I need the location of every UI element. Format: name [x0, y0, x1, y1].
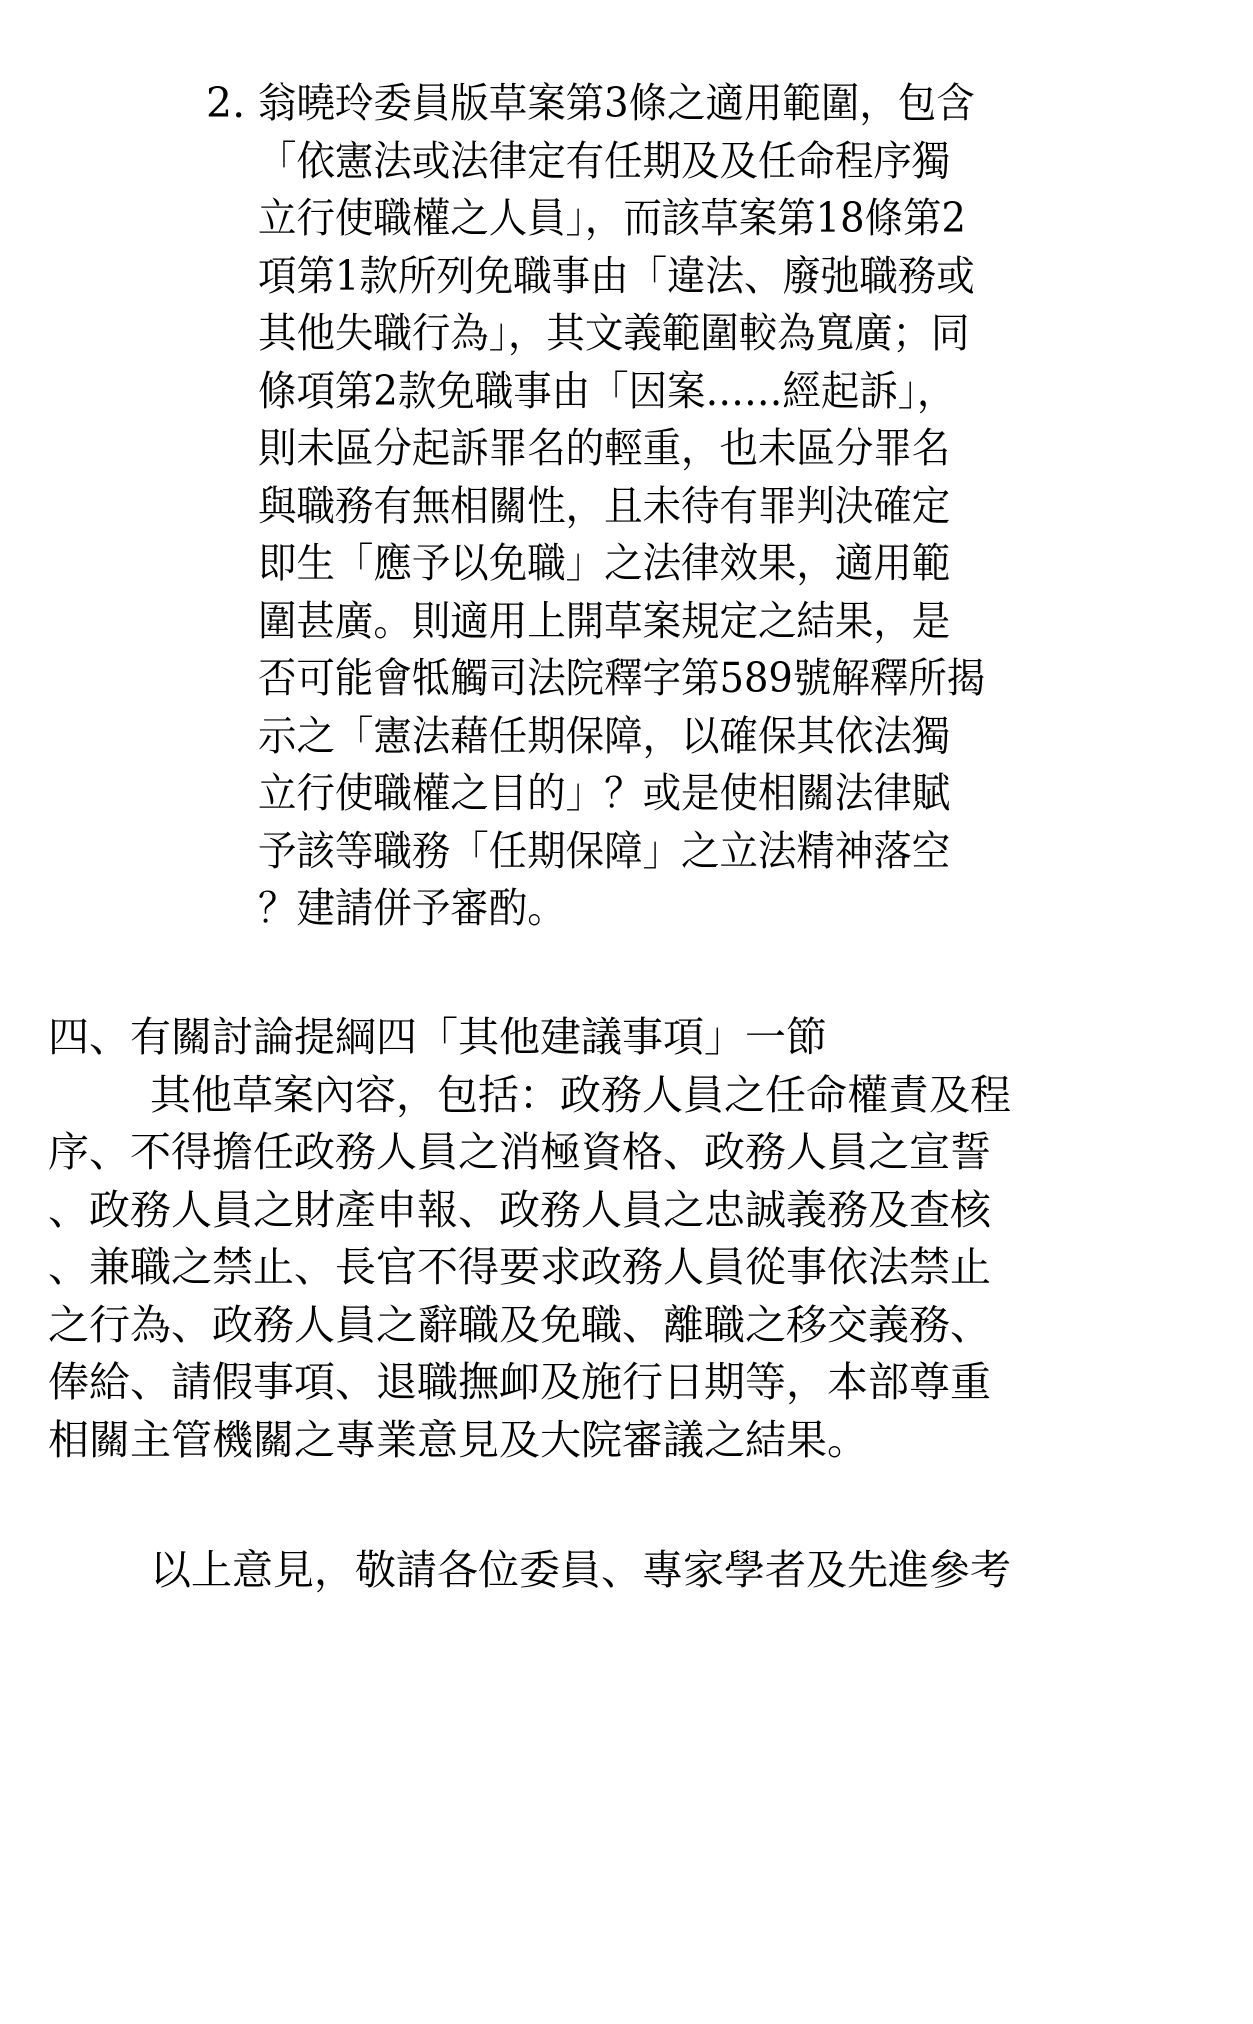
item-2-line: 條項第2款免職事由「因案……經起訴」，	[258, 367, 956, 415]
item-2-line: 與職務有無相關性，且未待有罪判決確定	[258, 482, 951, 530]
item-2-line: 否可能會牴觸司法院釋字第589號解釋所揭	[258, 654, 986, 702]
item-2-line: ？建請併予審酌。	[258, 884, 566, 932]
item-number: 2.	[206, 79, 246, 127]
item-2-line: 立行使職權之目的」？或是使相關法律賦	[258, 769, 951, 817]
item-2-line: 圍甚廣。則適用上開草案規定之結果，是	[258, 597, 951, 645]
section-4-line: 其他草案內容，包括：政務人員之任命權責及程	[150, 1071, 1011, 1119]
closing-line: 以上意見，敬請各位委員、專家學者及先進參考	[150, 1546, 1011, 1594]
section-4-line: 之行為、政務人員之辭職及免職、離職之移交義務、	[48, 1301, 991, 1349]
item-2-line: 翁曉玲委員版草案第3條之適用範圍，包含	[258, 79, 975, 127]
section-4-line: 、政務人員之財產申報、政務人員之忠誠義務及查核	[48, 1186, 991, 1234]
section-4-line: 、兼職之禁止、長官不得要求政務人員從事依法禁止	[48, 1243, 991, 1291]
item-2-line: 項第1款所列免職事由「違法、廢弛職務或	[258, 252, 975, 300]
item-2-line: 示之「憲法藉任期保障，以確保其依法獨	[258, 712, 951, 760]
section-4-line: 相關主管機關之專業意見及大院審議之結果。	[48, 1416, 868, 1464]
section-4-line: 序、不得擔任政務人員之消極資格、政務人員之宣誓	[48, 1128, 991, 1176]
item-2-line: 立行使職權之人員」，而該草案第18條第2	[258, 194, 966, 242]
item-2-line: 即生「應予以免職」之法律效果，適用範	[258, 539, 951, 587]
item-2-line: 予該等職務「任期保障」之立法精神落空	[258, 827, 951, 875]
item-2-line: 其他失職行為」，其文義範圍較為寬廣；同	[258, 309, 970, 357]
section-heading: 四、有關討論提綱四「其他建議事項」一節	[48, 1013, 827, 1061]
section-4-line: 俸給、請假事項、退職撫卹及施行日期等，本部尊重	[48, 1358, 991, 1406]
item-2-line: 則未區分起訴罪名的輕重，也未區分罪名	[258, 424, 951, 472]
item-2-line: 「依憲法或法律定有任期及及任命程序獨	[258, 137, 951, 185]
